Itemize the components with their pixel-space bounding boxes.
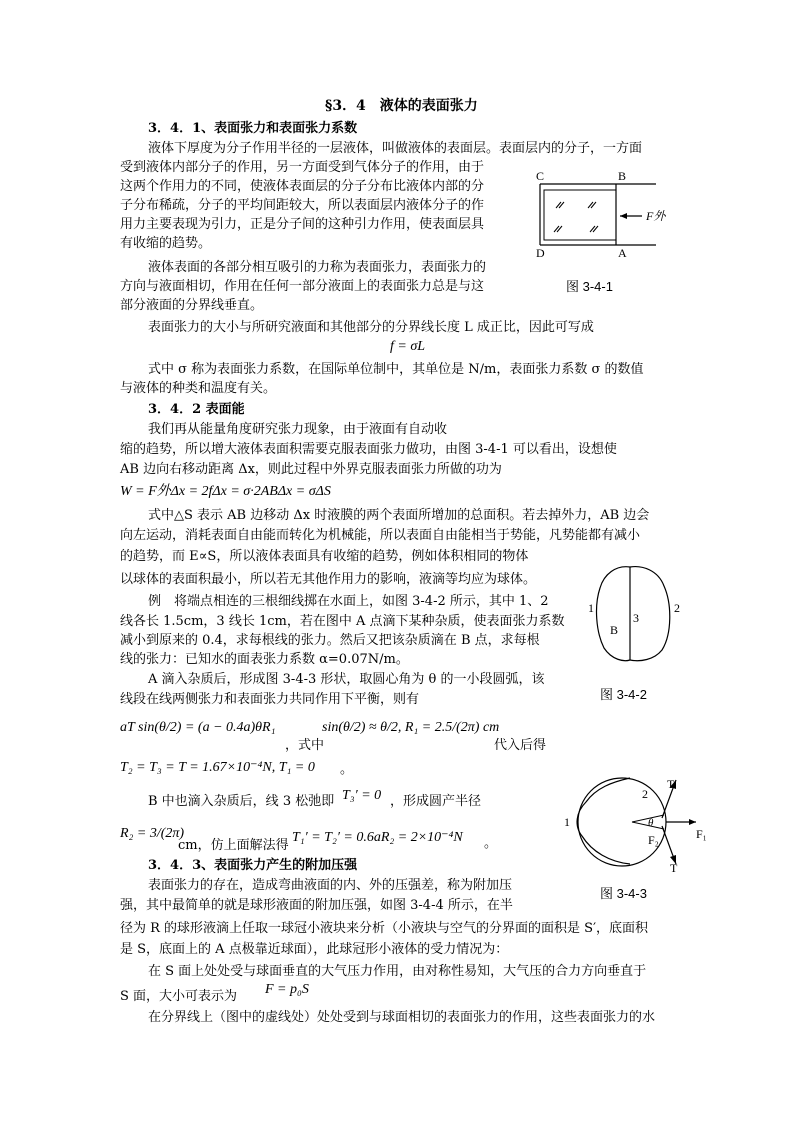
paragraph-line: 表面张力的存在，造成弯曲液面的内、外的压强差，称为附加压 (148, 878, 513, 893)
paragraph-line: 减小到原来的 0.4，求每根线的张力。然后又把该杂质滴在 B 点，求每根 (120, 633, 540, 648)
paragraph-line: 与液体的种类和温度有关。 (120, 381, 277, 396)
paragraph-line: 线各长 1.5cm，3 线长 1cm，若在图中 A 点滴下某种杂质，使表面张力系数 (120, 614, 565, 629)
equation-work: W = F外Δx = 2fΔx = σ·2ABΔx = σΔS (120, 484, 331, 499)
paragraph-line: 缩的趋势，所以增大液体表面积需要克服表面张力做功，由图 3-4-1 可以看出，设想使 (120, 442, 617, 457)
label-thread-3: 3 (633, 611, 639, 625)
label-point-b: B (610, 623, 619, 637)
figure-caption: 图 3-4-3 (600, 886, 647, 901)
label-f2: F₂ (648, 833, 659, 847)
section-heading-3: 3．4．3、表面张力产生的附加压强 (148, 858, 358, 873)
label-thread-2: 2 (642, 787, 648, 801)
film-hatch-marks (554, 202, 598, 232)
paragraph-line: S 面，大小可表示为 (120, 989, 238, 1004)
paragraph-line: 部分液面的分界线垂直。 (120, 298, 264, 313)
paragraph-line: 用力主要表现为引力，正是分子间的这种引力作用，使表面层具 (120, 217, 485, 232)
paragraph-line: cm，仿上面解法得 (178, 838, 289, 853)
paragraph-line: AB 边向右移动距离 Δx，则此过程中外界克服表面张力所做的功为 (120, 462, 502, 477)
label-thread-1: 1 (564, 815, 570, 829)
thread-1-slack (577, 778, 630, 864)
thread-1 (597, 567, 630, 661)
equation-balance: aT sin(θ/2) = (a − 0.4a)θR₁ (120, 720, 276, 735)
paragraph-line: 式中 σ 称为表面张力系数，在国际单位制中，其单位是 N/m，表面张力系数 σ 的数值 (148, 362, 644, 377)
paragraph-line: 。 (484, 836, 498, 851)
label-thread-2: 2 (674, 601, 680, 615)
paragraph-line: 强，其中最简单的就是球形液面的附加压强，如图 3-4-4 所示，在半 (120, 898, 513, 913)
paragraph-line: 受到液体内部分子的作用，另一方面受到气体分子的作用，由于 (120, 160, 485, 175)
paragraph-line: 式中△S 表示 AB 边移动 Δx 时液膜的两个表面所增加的总面积。若去掉外力，AB 边会 (148, 508, 650, 523)
label-theta: θ (648, 817, 654, 829)
paragraph-line: 例 将端点相连的三根细线掷在水面上，如图 3-4-2 所示，其中 1、2 (148, 594, 549, 609)
paragraph-line: 液体表面的各部分相互吸引的力称为表面张力，表面张力的 (148, 260, 487, 275)
paragraph-line: 的趋势，而 E∝S，所以液体表面具有收缩的趋势，例如体积相同的物体 (120, 549, 529, 564)
equation-approximation: sin(θ/2) ≈ θ/2, R₁ = 2.5/(2π) cm (322, 720, 500, 735)
paragraph-line: 以球体的表面积最小，所以若无其他作用力的影响，液滴等均应为球体。 (120, 572, 537, 587)
label-tension-bottom: T (670, 861, 678, 875)
figure-caption: 图 3-4-2 (600, 687, 647, 702)
paragraph-line: 子分布稀疏，分子的平均间距较大，所以表面层内液体分子的作 (120, 198, 485, 213)
equation-pressure-force: F = p₀S (265, 982, 309, 997)
figure-3-4-2 (580, 562, 690, 667)
paragraph-line: 线段在线两侧张力和表面张力共同作用下平衡，则有 (120, 692, 420, 707)
section-heading-2: 3．4．2 表面能 (148, 402, 245, 417)
equation-connector: 代入后得 (494, 738, 547, 753)
label-c: C (536, 169, 545, 183)
label-d: D (536, 246, 545, 260)
label-b: B (618, 169, 627, 183)
paragraph-line: 液体下厚度为分子作用半径的一层液体，叫做液体的表面层。表面层内的分子，一方面 (148, 141, 643, 156)
paragraph-line: B 中也滴入杂质后，线 3 松弛即 (148, 794, 335, 809)
paragraph-line: 向左运动，消耗表面自由能而转化为机械能，所以表面自由能相当于势能，凡势能都有减小 (120, 528, 641, 543)
force-f1-arrowhead (689, 819, 696, 825)
figure-caption: 图 3-4-1 (566, 279, 613, 294)
equation-radius: R₂ = 3/(2π) (120, 826, 185, 841)
paragraph-line: 我们再从能量角度研究张力现象，由于液面有自动收 (148, 422, 448, 437)
paragraph-line: 表面张力的大小与所研究液面和其他部分的分界线长度 L 成正比，因此可写成 (148, 320, 594, 335)
paragraph-line: 方向与液面相切，作用在任何一部分液面上的表面张力总是与这 (120, 279, 485, 294)
figure-3-4-1 (530, 168, 680, 263)
paragraph-line: 是 S，底面上的 A 点极靠近球面），此球冠形小液体的受力情况为： (120, 942, 509, 957)
figure-3-4-3 (560, 760, 720, 885)
paragraph-line: ，形成圆产半径 (390, 794, 482, 809)
paragraph-line: A 滴入杂质后，形成图 3-4-3 形状，取圆心角为 θ 的一小段圆弧，该 (148, 672, 545, 687)
force-arrowhead (620, 213, 627, 219)
label-force: F外 (646, 209, 666, 223)
equation-t3-slack: T₃′ = 0 (342, 788, 382, 803)
paragraph-line: 有收缩的趋势。 (120, 236, 212, 251)
equation-connector: ，式中 (285, 738, 325, 753)
equation-new-tensions: T₁′ = T₂′ = 0.6aR₂ = 2×10⁻⁴N (292, 830, 463, 845)
page-title: §3．4 液体的表面张力 (325, 98, 478, 114)
paragraph-line: 这两个作用力的不同，使液体表面层的分子分布比液体内部的分 (120, 179, 485, 194)
equation-surface-tension: f = σL (390, 339, 426, 354)
label-thread-1: 1 (588, 601, 594, 615)
label-tension-top: T (667, 777, 675, 791)
label-a: A (618, 246, 627, 260)
paragraph-line: 线的张力：已知水的面表张力系数 α=0.07N/m。 (120, 652, 409, 667)
equation-tensions: T₂ = T₃ = T = 1.67×10⁻⁴N, T₁ = 0 (120, 760, 315, 775)
paragraph-line: 在 S 面上处处受与球面垂直的大气压力作用，由对称性易知，大气压的合力方向垂直于 (148, 964, 647, 979)
liquid-film (544, 190, 616, 240)
paragraph-line: 径为 R 的球形液滴上任取一球冠小液块来分析（小液块与空气的分界面的面积是 S′，底面积 (120, 921, 649, 936)
equation-connector: 。 (340, 762, 354, 777)
paragraph-line: 在分界线上（图中的虚线处）处处受到与球面相切的表面张力的作用，这些表面张力的水 (148, 1010, 656, 1025)
section-heading-1: 3．4．1、表面张力和表面张力系数 (148, 121, 358, 136)
label-f1: F₁ (696, 827, 707, 841)
